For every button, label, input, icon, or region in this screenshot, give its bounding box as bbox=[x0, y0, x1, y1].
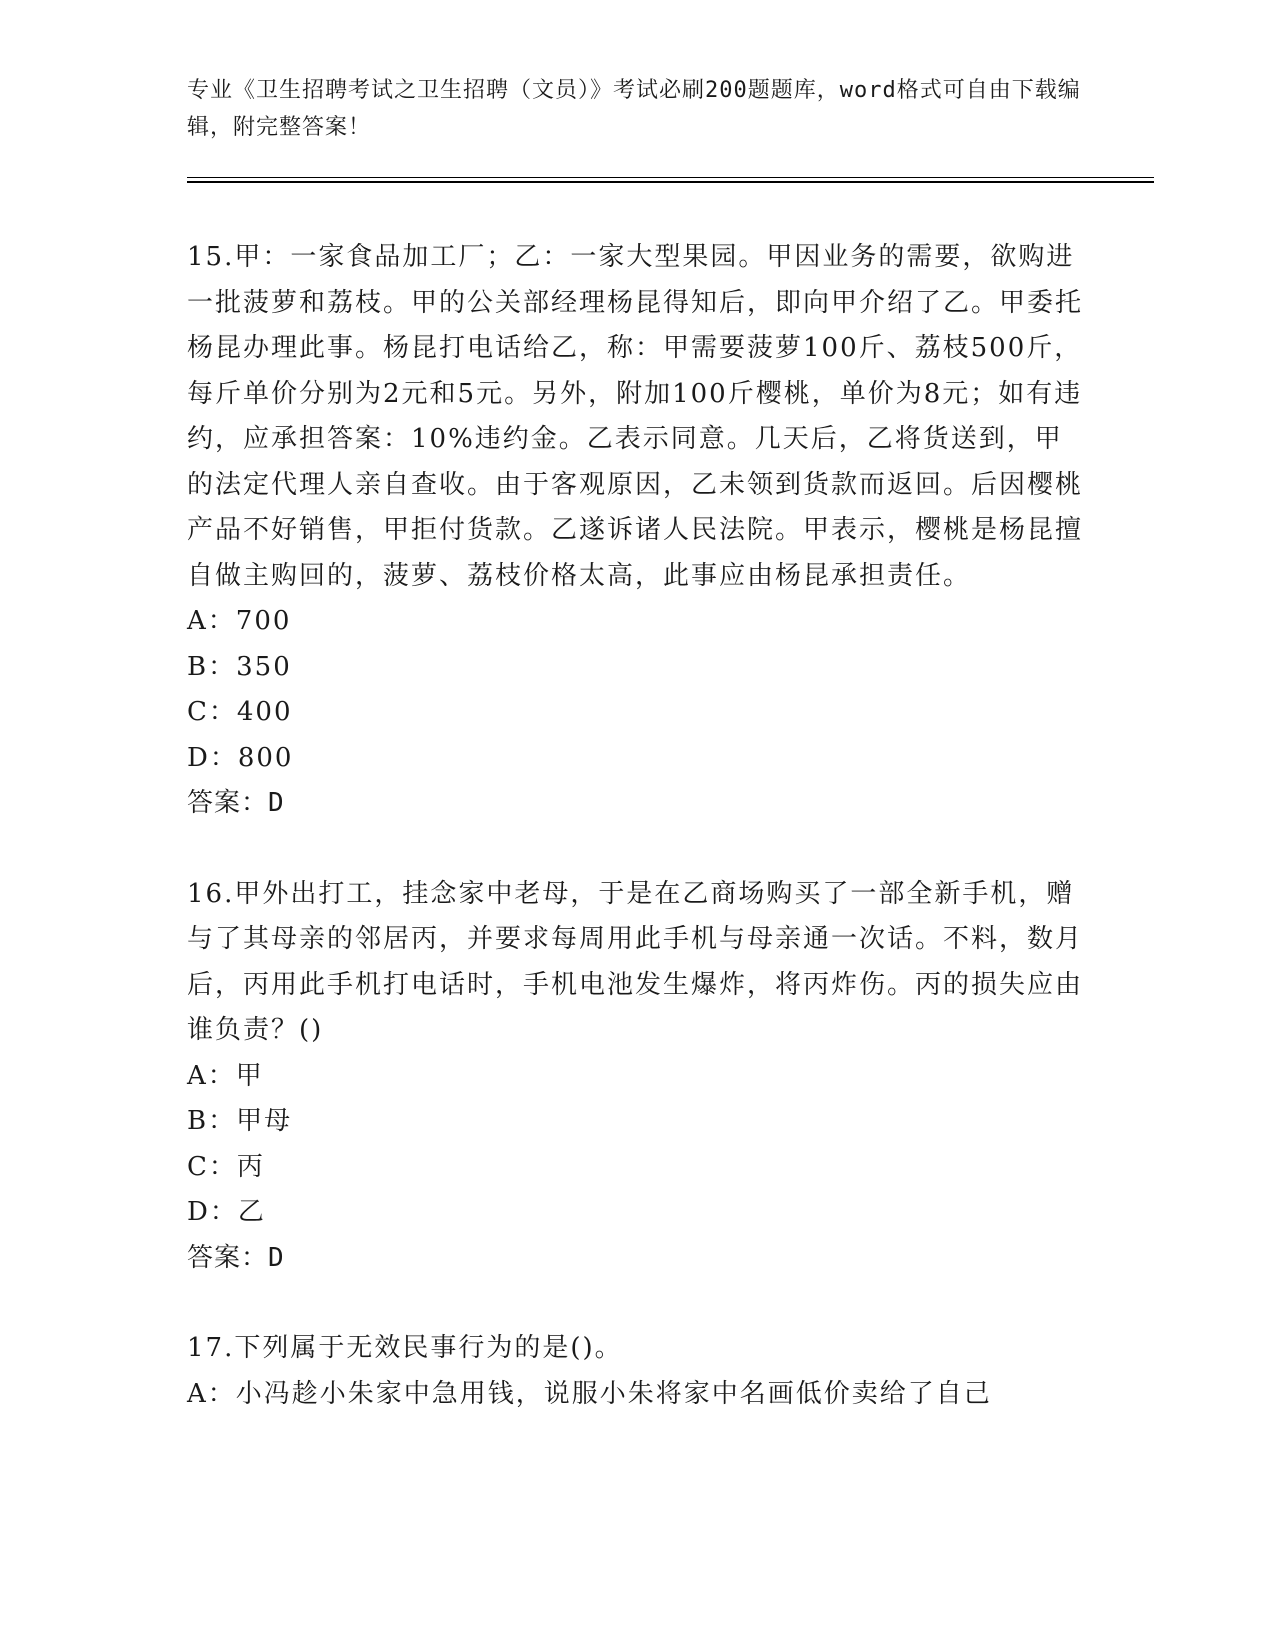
answer: 答案：D bbox=[187, 788, 285, 818]
header-divider-thin bbox=[187, 177, 1154, 178]
question-16 bbox=[187, 872, 1087, 1282]
option-c: C：400 bbox=[187, 697, 293, 727]
document-body bbox=[187, 235, 1087, 1462]
question-15 bbox=[187, 235, 1087, 827]
option-d: D：800 bbox=[187, 742, 294, 773]
question-17 bbox=[187, 1326, 1087, 1417]
answer: 答案：D bbox=[187, 1242, 285, 1273]
option-a: A：小冯趁小朱家中急用钱，说服小朱将家中名画低价卖给了自己 bbox=[187, 1378, 992, 1409]
question-text: 17.下列属于无效民事行为的是()。 bbox=[187, 1333, 623, 1363]
option-c: C：丙 bbox=[187, 1151, 265, 1182]
document-header: 专业《卫生招聘考试之卫生招聘（文员）》考试必刷200题题库，word格式可自由下载编辑，附完整答案！ bbox=[187, 78, 1081, 140]
option-d: D：乙 bbox=[187, 1197, 266, 1227]
question-text: 16.甲外出打工，挂念家中老母，于是在乙商场购买了一部全新手机，赠与了其母亲的邻居丙，并要求每周用此手机与母亲通一次话。不料，数月后，丙用此手机打电话时，手机电池发生爆炸，将丙炸伤。丙的损失应由谁负责？() bbox=[187, 878, 1084, 1045]
option-a: A：700 bbox=[187, 606, 292, 636]
option-b: B：甲母 bbox=[187, 1106, 293, 1136]
question-text: 15.甲：一家食品加工厂；乙：一家大型果园。甲因业务的需要，欲购进一批菠萝和荔枝。甲的公关部经理杨昆得知后，即向甲介绍了乙。甲委托杨昆办理此事。杨昆打电话给乙，称：甲需要菠萝100斤、荔枝500斤，每斤单价分别为2元和5元。另外，附加100斤樱桃，单价为8元；如有违约，应承担答案：10%违约金。乙表示同意。几天后，乙将货送到，甲的法定代理人亲自查收。由于客观原因，乙未领到货款而返回。后因樱桃产品不好销售，甲拒付货款。乙遂诉诸人民法院。甲表示，樱桃是杨昆擅自做主购回的，菠萝、荔枝价格太高，此事应由杨昆承担责任。 bbox=[187, 242, 1084, 591]
option-b: B：350 bbox=[187, 651, 292, 682]
option-a: A：甲 bbox=[187, 1060, 264, 1091]
header-divider-thick bbox=[187, 181, 1154, 183]
